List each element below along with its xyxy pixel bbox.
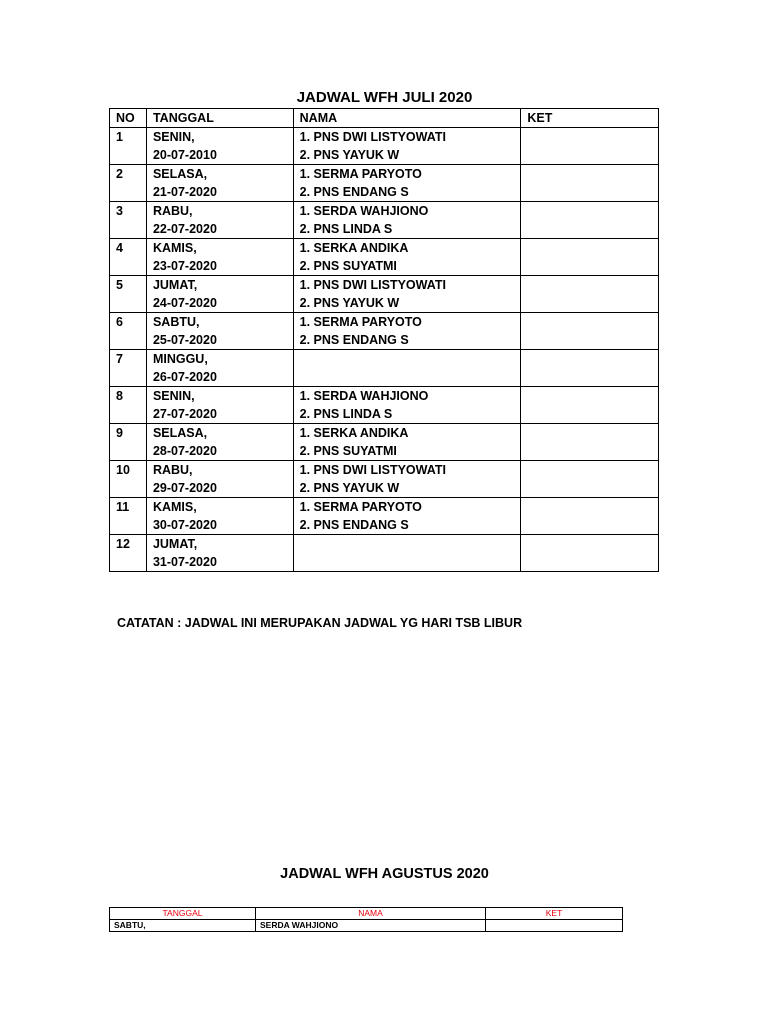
cell-ket <box>521 350 659 387</box>
cell-nama-2: 2. PNS LINDA S <box>299 222 393 236</box>
cell-nama-1: 1. SERMA PARYOTO <box>299 500 422 514</box>
juli-schedule-table <box>109 108 659 572</box>
cell-no: 8 <box>110 387 147 424</box>
cell-hari: KAMIS, <box>152 500 197 514</box>
cell-tanggal <box>146 313 293 350</box>
cell-ket <box>521 202 659 239</box>
cell-hari: RABU, <box>152 204 193 218</box>
cell-date: 28-07-2020 <box>152 444 217 458</box>
cell-hari: SENIN, <box>152 389 195 403</box>
cell-date: 25-07-2020 <box>152 333 217 347</box>
cell-tanggal <box>146 276 293 313</box>
cell-no: 6 <box>110 313 147 350</box>
cell-nama-2: 2. PNS SUYATMI <box>299 259 397 273</box>
cell-date: 24-07-2020 <box>152 296 217 310</box>
cell-nama-2: 2. PNS ENDANG S <box>299 333 409 347</box>
cell-tanggal <box>146 387 293 424</box>
cell-hari: SELASA, <box>152 167 208 181</box>
catatan-note: CATATAN : JADWAL INI MERUPAKAN JADWAL YG HARI TSB LIBUR <box>117 616 523 630</box>
cell-tanggal <box>146 202 293 239</box>
cell-no: 2 <box>110 165 147 202</box>
cell-no: 12 <box>110 535 147 572</box>
cell-nama-1: 1. PNS DWI LISTYOWATI <box>299 463 446 477</box>
cell-nama-2: 2. PNS ENDANG S <box>299 518 409 532</box>
cell-ket <box>521 387 659 424</box>
table-row <box>110 350 659 387</box>
cell-ket <box>521 165 659 202</box>
cell-nama <box>293 387 521 424</box>
table-row <box>110 461 659 498</box>
table-row <box>110 165 659 202</box>
cell-date: 27-07-2020 <box>152 407 217 421</box>
cell-no: 11 <box>110 498 147 535</box>
juli-title: JADWAL WFH JULI 2020 <box>296 89 473 106</box>
table-row <box>110 239 659 276</box>
header-nama: NAMA <box>256 908 486 920</box>
cell-tanggal <box>146 498 293 535</box>
cell-hari: JUMAT, <box>152 278 198 292</box>
cell-nama-2: 2. PNS YAYUK W <box>299 296 400 310</box>
cell-nama-1: 1. SERMA PARYOTO <box>299 315 422 329</box>
cell-no: 9 <box>110 424 147 461</box>
cell-nama-1: 1. SERKA ANDIKA <box>299 426 409 440</box>
table-row <box>110 535 659 572</box>
cell-tanggal <box>146 461 293 498</box>
cell-tanggal <box>146 350 293 387</box>
header-nama: NAMA <box>293 109 521 128</box>
cell-tanggal <box>146 128 293 165</box>
table-row <box>110 128 659 165</box>
cell-date: 31-07-2020 <box>152 555 217 569</box>
table-row <box>110 498 659 535</box>
cell-nama <box>293 461 521 498</box>
cell-ket <box>521 128 659 165</box>
cell-no: 3 <box>110 202 147 239</box>
header-no: NO <box>110 109 147 128</box>
table-row <box>110 920 623 932</box>
cell-ket <box>521 239 659 276</box>
cell-ket <box>521 424 659 461</box>
cell-date: 21-07-2020 <box>152 185 217 199</box>
cell-nama-1: 1. PNS DWI LISTYOWATI <box>299 130 446 144</box>
header-tanggal: TANGGAL <box>146 109 293 128</box>
table-header-row <box>110 908 623 920</box>
cell-tanggal <box>146 165 293 202</box>
cell-ket <box>486 920 623 932</box>
cell-date: 23-07-2020 <box>152 259 217 273</box>
cell-date: 20-07-2010 <box>152 148 217 162</box>
table-header-row <box>110 109 659 128</box>
cell-date: 22-07-2020 <box>152 222 217 236</box>
cell-no: 10 <box>110 461 147 498</box>
cell-nama-2: 2. PNS SUYATMI <box>299 444 397 458</box>
cell-hari: SENIN, <box>152 130 195 144</box>
cell-nama-2: 2. PNS YAYUK W <box>299 481 400 495</box>
cell-nama <box>293 424 521 461</box>
cell-nama-1: 1. SERKA ANDIKA <box>299 241 409 255</box>
cell-nama <box>293 498 521 535</box>
cell-nama: SERDA WAHJIONO <box>256 920 486 932</box>
table-row <box>110 387 659 424</box>
cell-tanggal: SABTU, <box>110 920 256 932</box>
cell-ket <box>521 461 659 498</box>
table-row <box>110 313 659 350</box>
cell-nama-2: 2. PNS ENDANG S <box>299 185 409 199</box>
cell-hari: SABTU, <box>152 315 200 329</box>
cell-nama <box>293 276 521 313</box>
cell-nama-1 <box>300 535 521 553</box>
table-row <box>110 424 659 461</box>
cell-nama <box>293 128 521 165</box>
cell-date: 30-07-2020 <box>152 518 217 532</box>
cell-no: 7 <box>110 350 147 387</box>
cell-hari: KAMIS, <box>152 241 197 255</box>
cell-tanggal <box>146 239 293 276</box>
header-ket: KET <box>521 109 659 128</box>
cell-nama <box>293 165 521 202</box>
cell-tanggal <box>146 535 293 572</box>
cell-nama-1: 1. SERDA WAHJIONO <box>299 389 429 403</box>
cell-nama <box>293 350 521 387</box>
cell-ket <box>521 276 659 313</box>
cell-nama-1 <box>300 350 521 368</box>
cell-nama <box>293 535 521 572</box>
cell-hari: RABU, <box>152 463 193 477</box>
cell-nama-1: 1. SERMA PARYOTO <box>299 167 422 181</box>
cell-ket <box>521 498 659 535</box>
cell-nama-2 <box>300 553 521 571</box>
cell-nama-1: 1. PNS DWI LISTYOWATI <box>299 278 446 292</box>
cell-ket <box>521 313 659 350</box>
cell-nama-1: 1. SERDA WAHJIONO <box>299 204 429 218</box>
header-ket: KET <box>486 908 623 920</box>
cell-no: 4 <box>110 239 147 276</box>
agustus-schedule-table <box>109 907 623 932</box>
cell-hari: MINGGU, <box>152 352 208 366</box>
cell-nama <box>293 239 521 276</box>
cell-tanggal <box>146 424 293 461</box>
cell-ket <box>521 535 659 572</box>
cell-date: 29-07-2020 <box>152 481 217 495</box>
cell-hari: SELASA, <box>152 426 208 440</box>
cell-nama-2: 2. PNS LINDA S <box>299 407 393 421</box>
cell-nama-2 <box>300 368 521 386</box>
cell-nama <box>293 313 521 350</box>
cell-hari: JUMAT, <box>152 537 198 551</box>
header-tanggal: TANGGAL <box>110 908 256 920</box>
table-row <box>110 202 659 239</box>
cell-no: 5 <box>110 276 147 313</box>
table-row <box>110 276 659 313</box>
agustus-title: JADWAL WFH AGUSTUS 2020 <box>280 866 489 882</box>
cell-no: 1 <box>110 128 147 165</box>
cell-nama-2: 2. PNS YAYUK W <box>299 148 400 162</box>
cell-date: 26-07-2020 <box>152 370 217 384</box>
cell-nama <box>293 202 521 239</box>
